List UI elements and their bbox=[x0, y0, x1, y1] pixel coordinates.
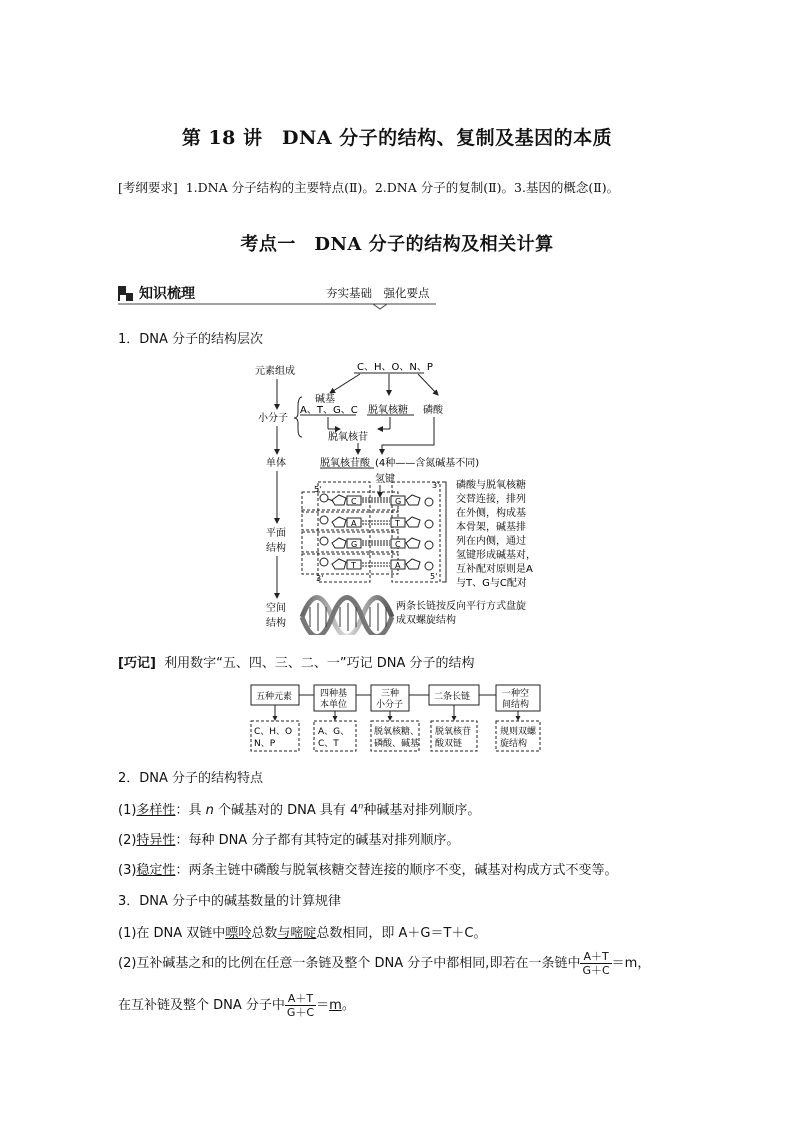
p6-numerator: A＋T bbox=[285, 992, 316, 1006]
top-box-3a: 三种 bbox=[381, 689, 400, 699]
p6-end: 。 bbox=[341, 998, 355, 1013]
p1-text-b: 个碱基对的 DNA 具有 4 bbox=[213, 803, 359, 818]
p4-text-a: (1)在 DNA 双链中 bbox=[118, 926, 226, 941]
paragraph-rule-2 bbox=[118, 950, 650, 977]
label-planar-1: 平面 bbox=[266, 528, 286, 539]
p3-key: 稳定性 bbox=[136, 863, 176, 878]
paragraph-stability bbox=[118, 859, 617, 878]
p3-index: (3) bbox=[118, 863, 137, 878]
double-helix-image bbox=[302, 598, 392, 636]
desc-line-5: 列在内侧，通过 bbox=[456, 536, 526, 547]
p5-numerator: A＋T bbox=[580, 950, 611, 964]
five-prime-left: 5' bbox=[314, 485, 322, 494]
label-elements: 元素组成 bbox=[255, 366, 295, 377]
hbond-text: 氢键 bbox=[375, 474, 395, 485]
heading-1: 1．DNA 分子的结构层次 bbox=[118, 332, 264, 347]
mnemonic-line bbox=[118, 652, 475, 671]
heading-2: 2．DNA 分子的结构特点 bbox=[118, 771, 264, 786]
top-box-2a: 四种基 bbox=[320, 689, 348, 699]
base-pair-row bbox=[320, 494, 433, 506]
top-box-3b: 小分子 bbox=[376, 700, 404, 710]
three-prime-right: 3' bbox=[432, 481, 440, 490]
bottom-box-1a: C、H、O bbox=[254, 727, 293, 737]
section-banner bbox=[118, 283, 436, 309]
banner-square-icon bbox=[118, 286, 133, 301]
section-heading: 考点一 DNA 分子的结构及相关计算 bbox=[240, 234, 554, 255]
base-pair-row bbox=[320, 558, 433, 570]
desc-line-4: 本骨架，碱基排 bbox=[456, 522, 526, 533]
p1-key: 多样性 bbox=[136, 803, 176, 818]
left-base-2: A bbox=[351, 519, 357, 528]
label-spatial-2: 结构 bbox=[266, 618, 286, 629]
heading-3: 3．DNA 分子中的碱基数量的计算规律 bbox=[118, 894, 342, 909]
desc-line-1: 磷酸与脱氧核糖 bbox=[456, 480, 526, 491]
p2-index: (2) bbox=[118, 833, 137, 848]
p2-text: ：每种 DNA 分子都有其特定的碱基对排列顺序。 bbox=[175, 833, 460, 848]
lecture-title: 第 18 讲 DNA 分子的结构、复制及基因的本质 bbox=[181, 127, 613, 149]
top-box-1: 五种元素 bbox=[256, 692, 293, 702]
p1-sup: n bbox=[358, 801, 364, 811]
paragraph-rule-1 bbox=[118, 922, 486, 941]
top-box-4: 二条长链 bbox=[434, 692, 471, 702]
bottom-box-5a: 规则双螺 bbox=[500, 727, 537, 737]
desc-line-6: 氢键形成碱基对， bbox=[456, 550, 536, 561]
label-planar-2: 结构 bbox=[266, 543, 286, 554]
p5-fraction bbox=[580, 950, 611, 977]
banner-underline bbox=[118, 303, 436, 311]
nucleoside-text: 脱氧核苷 bbox=[328, 432, 368, 443]
top-box-5a: 一种空 bbox=[502, 689, 530, 699]
requirements-label: [考纲要求] bbox=[118, 180, 178, 195]
p4-text-b: 总数 bbox=[251, 926, 278, 941]
p6-eq: ＝ bbox=[316, 998, 330, 1013]
bottom-box-4b: 酸双链 bbox=[435, 739, 463, 749]
base-list: A、T、G、C bbox=[300, 405, 358, 416]
helix-desc-1: 两条长链按反向平行方式盘旋 bbox=[396, 601, 526, 612]
helix-desc-2: 成双螺旋结构 bbox=[396, 615, 456, 626]
bottom-box-1b: N、P bbox=[254, 739, 276, 749]
p1-index: (1) bbox=[118, 803, 137, 818]
mnemonic-diagram bbox=[246, 683, 546, 755]
paragraph-diversity bbox=[118, 799, 480, 818]
five-prime-right: 5' bbox=[430, 572, 438, 581]
base-pair-row bbox=[320, 516, 433, 528]
p4-purine: 嘌呤 bbox=[225, 926, 252, 941]
paragraph-rule-3 bbox=[118, 992, 355, 1019]
requirements-text: 1.DNA 分子结构的主要特点(Ⅱ)。2.DNA 分子的复制(Ⅱ)。3.基因的概念(Ⅱ)。 bbox=[185, 180, 620, 195]
bottom-box-3a: 脱氧核糖、 bbox=[374, 727, 420, 737]
top-box-5b: 间结构 bbox=[502, 700, 530, 710]
p4-pyrimidine: 与嘧啶 bbox=[277, 926, 317, 941]
p6-fraction bbox=[285, 992, 316, 1019]
p1-n: n bbox=[205, 803, 214, 818]
dna-structure-diagram bbox=[240, 355, 560, 635]
label-spatial-1: 空间 bbox=[266, 603, 286, 614]
p5-end: ＝m， bbox=[611, 956, 651, 971]
desc-line-7: 互补配对原则是A bbox=[456, 564, 533, 575]
banner-subtitle: 夯实基础 强化要点 bbox=[326, 286, 430, 300]
banner-title: 知识梳理 bbox=[139, 286, 195, 302]
bottom-box-4a: 脱氧核苷 bbox=[435, 727, 472, 737]
p5-text: (2)互补碱基之和的比例在任意一条链及整个 DNA 分子中都相同,即若在一条链中 bbox=[118, 956, 581, 971]
paragraph-specificity bbox=[118, 829, 459, 848]
desc-line-2: 交替连接，排列 bbox=[456, 494, 526, 505]
top-box-2b: 本单位 bbox=[320, 700, 348, 710]
bottom-box-3b: 磷酸、碱基 bbox=[374, 739, 420, 749]
desc-line-3: 在外侧，构成基 bbox=[456, 508, 526, 519]
elements-text: C、H、O、N、P bbox=[357, 362, 433, 373]
label-small-molecules: 小分子 bbox=[258, 413, 288, 424]
p5-denominator: G＋C bbox=[582, 964, 610, 977]
nucleotide-note: (4种——含氮碱基不同) bbox=[375, 458, 480, 469]
mnemonic-text: 利用数字“五、四、三、二、一”巧记 DNA 分子的结构 bbox=[164, 656, 475, 671]
desc-line-8: 与T、G与C配对 bbox=[456, 578, 527, 589]
left-base-3: G bbox=[351, 540, 358, 549]
label-monomer: 单体 bbox=[266, 458, 286, 469]
bottom-box-2b: C、T bbox=[318, 739, 339, 749]
p1-text-c: 种碱基对排列顺序。 bbox=[363, 803, 481, 818]
left-base-1: C bbox=[351, 497, 357, 506]
p3-text: ：两条主链中磷酸与脱氧核糖交替连接的顺序不变，碱基对构成方式不变等。 bbox=[175, 863, 618, 878]
p6-value: m bbox=[329, 998, 342, 1013]
right-base-3: C bbox=[395, 540, 401, 549]
left-base-4: T bbox=[351, 561, 356, 570]
right-base-1: G bbox=[395, 497, 402, 506]
phosphate-text: 磷酸 bbox=[423, 405, 443, 416]
p6-denominator: G＋C bbox=[286, 1006, 315, 1019]
p1-text-a: ：具 bbox=[175, 803, 206, 818]
nucleotide-text: 脱氧核苷酸 bbox=[320, 458, 370, 469]
bottom-box-5b: 旋结构 bbox=[500, 739, 528, 749]
right-base-2: T bbox=[395, 519, 400, 528]
mnemonic-label: [巧记] bbox=[118, 656, 156, 671]
p2-key: 特异性 bbox=[136, 833, 176, 848]
p6-text: 在互补链及整个 DNA 分子中 bbox=[118, 998, 285, 1013]
p4-text-c: 总数相同，即 A＋G＝T＋C。 bbox=[316, 926, 487, 941]
right-base-4: A bbox=[395, 561, 401, 570]
bottom-box-2a: A、G、 bbox=[318, 727, 350, 737]
base-text: 碱基 bbox=[315, 394, 335, 405]
sugar-text: 脱氧核糖 bbox=[368, 405, 408, 416]
exam-requirements bbox=[118, 178, 619, 196]
base-pair-row bbox=[320, 537, 433, 549]
three-prime-left: 3' bbox=[316, 574, 324, 583]
